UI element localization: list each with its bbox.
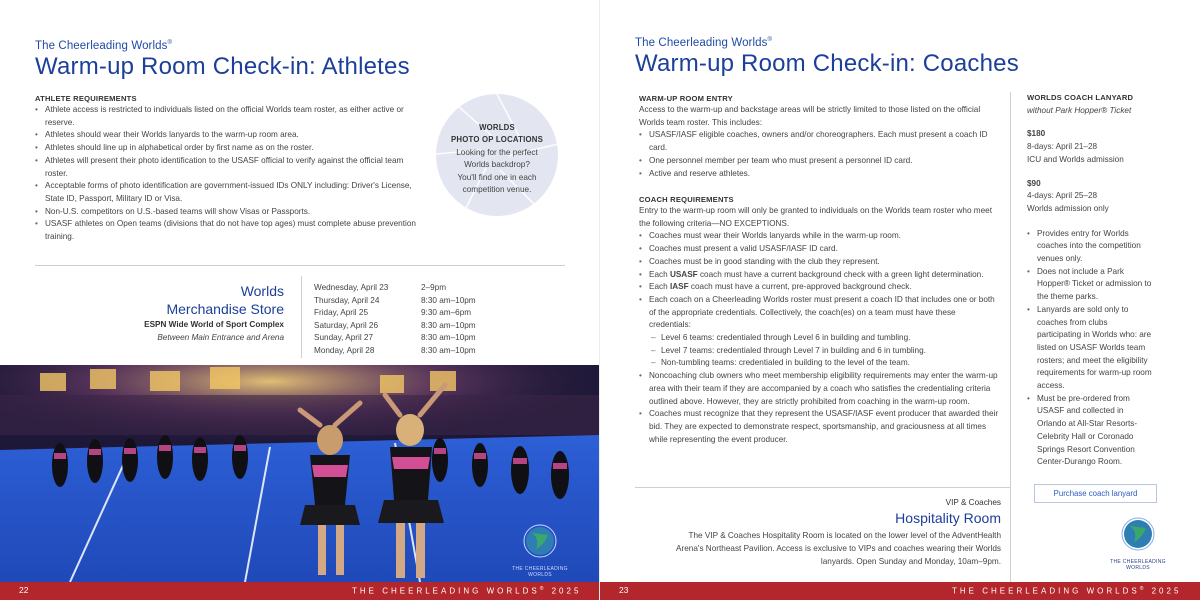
globe-icon bbox=[510, 523, 570, 563]
lanyard-list bbox=[1027, 228, 1152, 469]
left-kicker: The Cheerleading Worlds® bbox=[35, 40, 173, 52]
merch-store-location: ESPN Wide World of Sport Complex Between Main Entrance and Arena bbox=[144, 320, 284, 342]
page-number: 23 bbox=[619, 585, 629, 595]
list-item: • Coaches must present a valid USASF/IASF ID card. bbox=[639, 243, 999, 256]
list-item: • Lanyards are sold only to coaches from clubs participating in Worlds who: are listed on USASF Worlds team rosters; and meet the eligibility requirements for warm-up room access. bbox=[1027, 304, 1152, 393]
sub-list-item: – Non-tumbling teams: credentialed in building to the level of the team. bbox=[651, 357, 999, 370]
warmup-entry-section bbox=[639, 104, 999, 180]
footer-brand: THE CHEERLEADING WORLDS® 2025 bbox=[352, 586, 582, 596]
athlete-requirements-heading: ATHLETE REQUIREMENTS bbox=[35, 94, 137, 103]
warmup-entry-intro: Access to the warm-up and backstage areas will be strictly limited to those listed on the official Worlds team roster. This includes: bbox=[639, 105, 981, 127]
lanyard-price: $180 bbox=[1027, 129, 1046, 139]
lanyard-access: ICU and Worlds admission bbox=[1027, 154, 1124, 164]
hours-row: Friday, April 25 9:30 am–6pm bbox=[314, 308, 472, 318]
coach-requirements-intro: Entry to the warm-up room will only be granted to individuals on the Worlds team roster who meet the following criteria—NO EXCEPTIONS. bbox=[639, 206, 992, 228]
list-item: • Athletes should wear their Worlds lanyards to the warm-up room area. bbox=[35, 129, 420, 142]
list-item: • Athletes will present their photo identification to the USASF official to verify against the official team roster. bbox=[35, 155, 420, 180]
list-item: • Does not include a Park Hopper® Ticket or admission to the theme parks. bbox=[1027, 266, 1152, 304]
list-item: • Acceptable forms of photo identification are government-issued IDs ONLY including: Driver's License, State ID, Passport, Military ID or Visa. bbox=[35, 180, 420, 205]
purchase-coach-lanyard-button[interactable]: Purchase coach lanyard bbox=[1034, 484, 1157, 503]
merch-hours-table bbox=[314, 282, 476, 358]
coach-requirements-heading: COACH REQUIREMENTS bbox=[639, 195, 734, 204]
hours-row: Thursday, April 24 8:30 am–10pm bbox=[314, 295, 476, 305]
left-footer bbox=[0, 582, 600, 600]
globe-icon bbox=[1108, 516, 1168, 556]
lanyard-subtitle: without Park Hopper® Ticket bbox=[1027, 105, 1132, 115]
list-item: • Coaches must recognize that they represent the USASF/IASF event producer that awarded their bid. They are expected to demonstrate respect, sportsmanship, and graciousness at all times while representing the event producer. bbox=[639, 408, 999, 446]
athlete-requirements-list bbox=[35, 104, 420, 244]
left-page-title: Warm-up Room Check-in: Athletes bbox=[35, 53, 410, 80]
cheerleading-worlds-logo: THE CHEERLEADING WORLDS bbox=[510, 523, 570, 578]
lanyard-price: $90 bbox=[1027, 178, 1041, 188]
right-footer bbox=[600, 582, 1200, 600]
list-item: • USASF/IASF eligible coaches, owners and/or choreographers. Each must present a coach ID card. bbox=[639, 129, 999, 154]
hours-row: Wednesday, April 23 2–9pm bbox=[314, 283, 447, 292]
lanyard-heading: WORLDS COACH LANYARD bbox=[1027, 93, 1134, 102]
hours-row: Saturday, April 26 8:30 am–10pm bbox=[314, 320, 476, 330]
footer-brand: THE CHEERLEADING WORLDS® 2025 bbox=[952, 586, 1182, 596]
photo-op-callout bbox=[436, 94, 558, 216]
credential-sublist bbox=[649, 332, 999, 370]
list-item: • Each IASF coach must have a current, pre-approved background check. bbox=[639, 281, 999, 294]
list-item: • One personnel member per team who must present a personnel ID card. bbox=[639, 155, 999, 168]
list-item: • Coaches must be in good standing with the club they represent. bbox=[639, 256, 999, 269]
coach-lanyard-section bbox=[1027, 92, 1167, 469]
divider bbox=[35, 265, 565, 266]
list-item: • Each coach on a Cheerleading Worlds roster must present a coach ID that includes one or both of the appropriate credentials. Collectively, the coach(es) on a team must have these credentials: – Level 6 teams: credentialed through Level 6 in building and tumbling. – Level 7 teams: credentialed through Level 7 in building and 6 in tumbling. – Non-tumbling teams: credentialed in building to the level of the team. bbox=[639, 294, 999, 370]
page-number: 22 bbox=[19, 585, 29, 595]
list-item: • Athletes should line up in alphabetical order by first name as on the roster. bbox=[35, 142, 420, 155]
divider bbox=[1010, 92, 1011, 584]
hospitality-body: The VIP & Coaches Hospitality Room is located on the lower level of the AdventHealth Arena's Northeast Pavilion. Access is exclusive to VIPs and coaches wearing their Worlds lanyards. Open Sunday and Monday, 10am–9pm. bbox=[676, 531, 1001, 566]
list-item: • Provides entry for Worlds coaches into the competition venues only. bbox=[1027, 228, 1152, 266]
cheerleaders-photo bbox=[0, 365, 600, 582]
photo-op-text: WORLDS PHOTO OP LOCATIONS Looking for the perfect Worlds backdrop? You'll find one in each competition venue. bbox=[451, 123, 543, 195]
list-item: • Active and reserve athletes. bbox=[639, 168, 999, 181]
list-item: • Must be pre-ordered from USASF and collected in Orlando at All-Star Resorts-Celebrity Hall or Coronado Springs Resort Convention Center-Durango Room. bbox=[1027, 393, 1152, 469]
hours-row: Sunday, April 27 8:30 am–10pm bbox=[314, 333, 476, 343]
warmup-entry-list bbox=[639, 129, 999, 180]
hours-row: Monday, April 28 8:30 am–10pm bbox=[314, 345, 476, 355]
lanyard-days: 8-days: April 21–28 bbox=[1027, 142, 1098, 152]
coach-requirements-section bbox=[639, 205, 999, 446]
coach-requirements-list bbox=[639, 230, 999, 446]
lanyard-access: Worlds admission only bbox=[1027, 203, 1109, 213]
list-item: • USASF athletes on Open teams (divisions that do not have top ages) must complete abuse prevention training. bbox=[35, 218, 420, 243]
sub-list-item: – Level 7 teams: credentialed through Level 7 in building and 6 in tumbling. bbox=[651, 345, 999, 358]
list-item: • Non-U.S. competitors on U.S.-based teams will show Visas or Passports. bbox=[35, 206, 420, 219]
list-item: • Each USASF coach must have a current background check with a green light determination. bbox=[639, 269, 999, 282]
right-kicker: The Cheerleading Worlds® bbox=[635, 37, 773, 49]
merch-store-title: Worlds Merchandise Store bbox=[166, 283, 284, 317]
cheerleading-worlds-logo: THE CHEERLEADING WORLDS bbox=[1108, 516, 1168, 571]
hospitality-title: Hospitality Room bbox=[895, 510, 1001, 526]
list-item: • Noncoaching club owners who meet membership eligibility requirements may enter the warm-up area with their team if they are accompanied by a coach who satisfies the credentialing criteria outlined above. However, they are strictly prohibited from coaching in the warm-up room. bbox=[639, 370, 999, 408]
divider bbox=[301, 276, 302, 358]
lanyard-days: 4-days: April 25–28 bbox=[1027, 191, 1098, 201]
warmup-entry-heading: WARM-UP ROOM ENTRY bbox=[639, 94, 733, 103]
list-item: • Coaches must wear their Worlds lanyards while in the warm-up room. bbox=[639, 230, 999, 243]
list-item: • Athlete access is restricted to individuals listed on the official Worlds team roster, as either active or reserve. bbox=[35, 104, 420, 129]
sub-list-item: – Level 6 teams: credentialed through Level 6 in building and tumbling. bbox=[651, 332, 999, 345]
right-page-title: Warm-up Room Check-in: Coaches bbox=[635, 50, 1019, 77]
hospitality-kicker: VIP & Coaches bbox=[945, 498, 1001, 507]
divider bbox=[635, 487, 1010, 488]
